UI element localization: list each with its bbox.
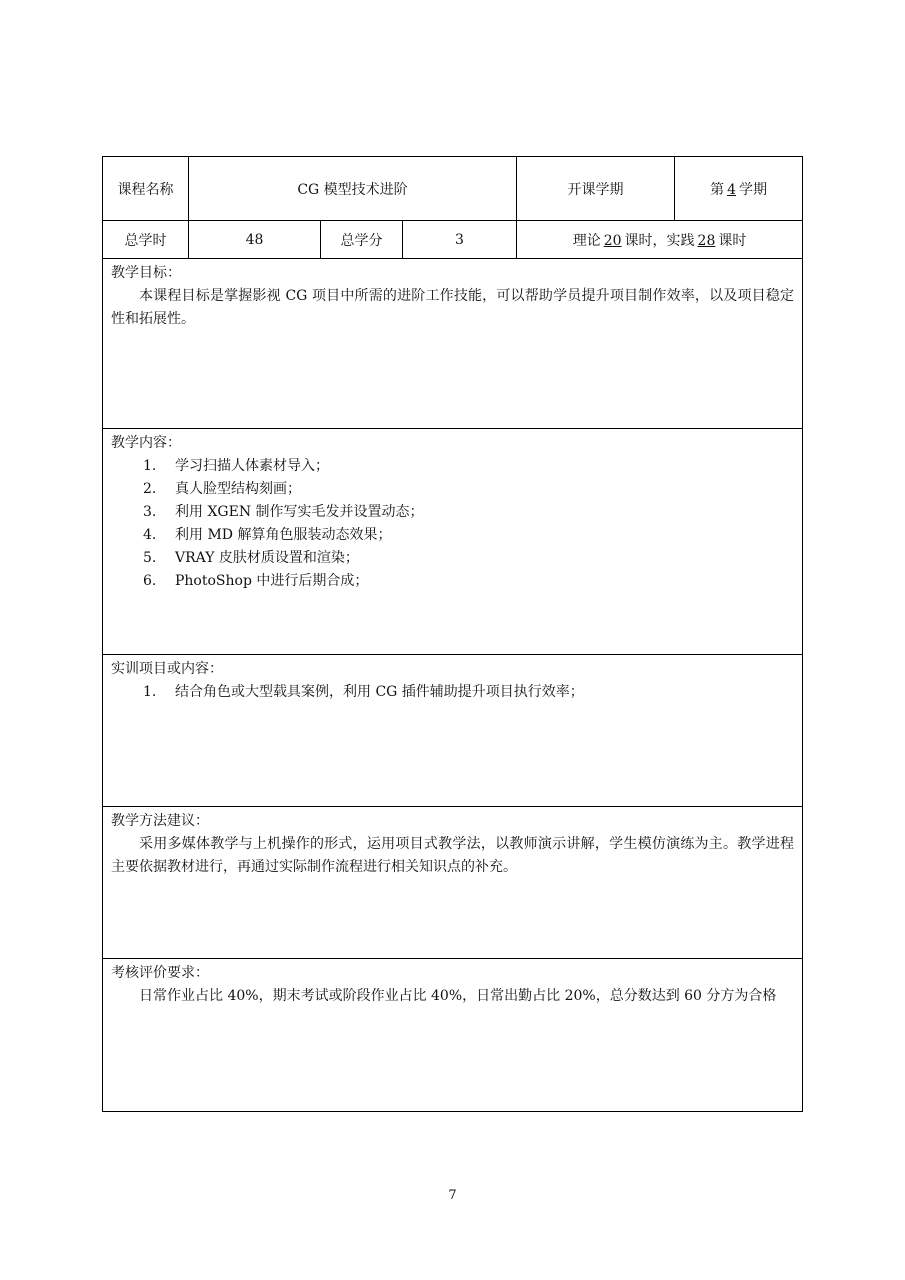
methods-section	[103, 807, 803, 959]
list-item	[143, 478, 794, 501]
list-item-number: 4.	[143, 527, 157, 543]
semester-prefix: 第	[710, 181, 725, 198]
page-number: 7	[448, 1188, 457, 1203]
methods-row	[103, 807, 803, 959]
assessment-title: 考核评价要求：	[111, 965, 209, 981]
objectives-section	[103, 259, 803, 429]
list-item	[143, 524, 794, 547]
list-item	[143, 681, 794, 704]
list-item-text: 利用 XGEN 制作写实毛发并设置动态；	[175, 504, 424, 520]
list-item-number: 3.	[143, 504, 157, 520]
course-table	[102, 156, 803, 1112]
list-item-number: 1.	[143, 684, 157, 700]
hours-breakdown	[517, 221, 803, 259]
credits-value: 3	[403, 221, 517, 259]
content-list	[111, 455, 794, 593]
theory-hours: 20	[603, 232, 622, 249]
practice-row	[103, 655, 803, 807]
practice-hours: 28	[697, 232, 716, 249]
objectives-title: 教学目标：	[111, 265, 181, 281]
theory-label: 理论	[572, 232, 601, 249]
content-section	[103, 429, 803, 655]
list-item-text: PhotoShop 中进行后期合成；	[175, 573, 369, 589]
course-name-value: CG 模型技术进阶	[189, 157, 517, 221]
list-item-text: 结合角色或大型载具案例，利用 CG 插件辅助提升项目执行效率；	[175, 684, 584, 700]
content-row	[103, 429, 803, 655]
list-item-text: 真人脸型结构刻画；	[175, 481, 301, 497]
assessment-section	[103, 959, 803, 1112]
header-row-1	[103, 157, 803, 221]
semester-cell	[675, 157, 803, 221]
objectives-text: 本课程目标是掌握影视 CG 项目中所需的进阶工作技能，可以帮助学员提升项目制作效率，以及项目稳定性和拓展性。	[111, 288, 795, 327]
list-item-number: 1.	[143, 458, 157, 474]
header-row-2	[103, 221, 803, 259]
list-item-text: 学习扫描人体素材导入；	[175, 458, 329, 474]
objectives-row	[103, 259, 803, 429]
list-item-number: 6.	[143, 573, 157, 589]
list-item-text: VRAY 皮肤材质设置和渲染；	[175, 550, 359, 566]
theory-unit: 课时，实践	[624, 232, 695, 249]
total-hours-label: 总学时	[103, 221, 189, 259]
list-item-text: 利用 MD 解算角色服装动态效果；	[175, 527, 392, 543]
semester-label: 开课学期	[517, 157, 675, 221]
list-item-number: 5.	[143, 550, 157, 566]
list-item	[143, 570, 794, 593]
list-item	[143, 547, 794, 570]
content-title: 教学内容：	[111, 435, 181, 451]
total-hours-value: 48	[189, 221, 321, 259]
list-item	[143, 501, 794, 524]
methods-text: 采用多媒体教学与上机操作的形式，运用项目式教学法，以教师演示讲解，学生模仿演练为主。教学进程主要依据教材进行，再通过实际制作流程进行相关知识点的补充。	[111, 836, 795, 875]
practice-title: 实训项目或内容：	[111, 661, 223, 677]
course-name-label: 课程名称	[103, 157, 189, 221]
assessment-row	[103, 959, 803, 1112]
methods-title: 教学方法建议：	[111, 813, 209, 829]
list-item-number: 2.	[143, 481, 157, 497]
practice-section	[103, 655, 803, 807]
practice-list	[111, 681, 794, 704]
practice-unit: 课时	[718, 232, 747, 249]
credits-label: 总学分	[321, 221, 403, 259]
semester-value: 4	[727, 181, 736, 198]
list-item	[143, 455, 794, 478]
assessment-text: 日常作业占比 40%，期末考试或阶段作业占比 40%，日常出勤占比 20%，总分数达到 60 分方为合格	[139, 988, 777, 1004]
semester-suffix: 学期	[738, 181, 767, 198]
